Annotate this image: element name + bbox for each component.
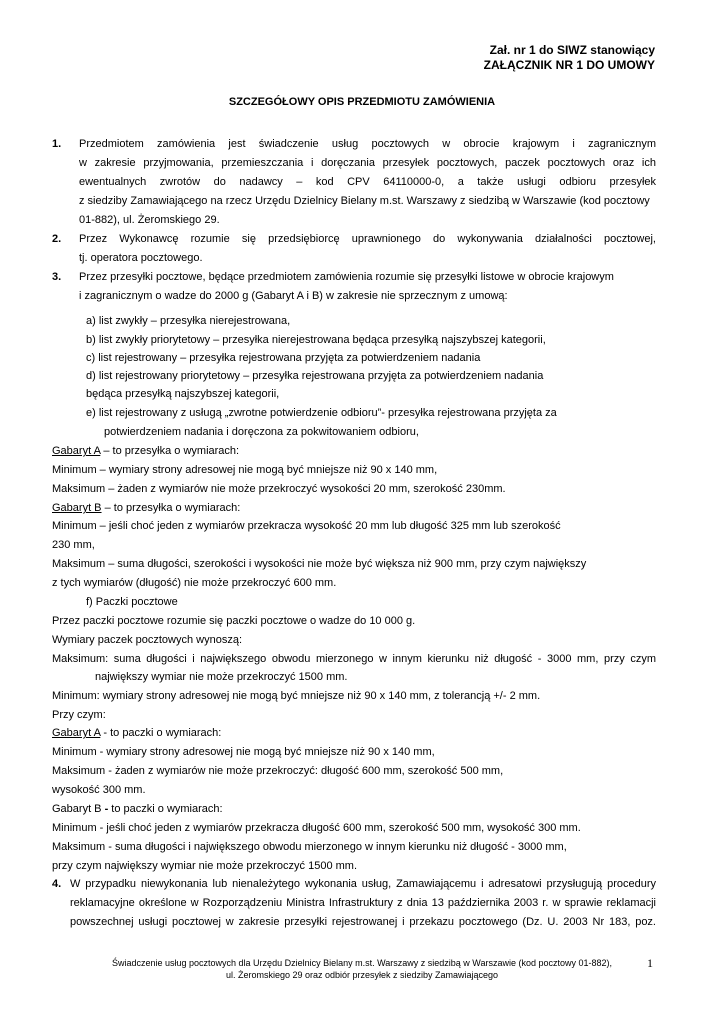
paczka-gabaryt-a-line: Minimum - wymiary strony adresowej nie mogą być mniejsze niż 90 x 140 mm, [52, 746, 435, 758]
list-item-f: f) Paczki pocztowe [86, 596, 178, 608]
document-title: SZCZEGÓŁOWY OPIS PRZEDMIOTU ZAMÓWIENIA [228, 96, 496, 108]
paczka-gabaryt-a-line: Maksimum - żaden z wymiarów nie może przekroczyć: długość 600 mm, szerokość 500 mm, [52, 765, 504, 777]
gabaryt-a-line: Maksimum – żaden z wymiarów nie może przekroczyć wysokości 20 mm, szerokość 230mm. [52, 483, 506, 495]
list-item-c: c) list rejestrowany – przesyłka rejestrowana przyjęta za potwierdzeniem nadania [86, 352, 481, 364]
section-1-number: 1. [52, 138, 62, 150]
section-1-line: 01-882), ul. Żeromskiego 29. [79, 214, 220, 226]
section-1-line: w zakresie przyjmowania, przemieszczania i doręczania przesyłek pocztowych, paczek pocztowych oraz ich [79, 157, 656, 169]
paczka-gabaryt-b-heading: Gabaryt B - to paczki o wymiarach: [52, 803, 223, 815]
section-3-line: Przez przesyłki pocztowe, będące przedmiotem zamówienia rozumie się przesyłki listowe w obrocie krajowym [79, 271, 614, 283]
gabaryt-b-line: Maksimum – suma długości, szerokości i wysokości nie może być większa niż 900 mm, przy czym największy [52, 558, 587, 570]
page-number: 1 [647, 956, 653, 970]
list-item-d-cont: będąca przesyłką najszybszej kategorii, [86, 388, 280, 400]
section-4-line: W przypadku niewykonania lub nienależytego wykonania usług, Zamawiającemu i adresatowi przysługują procedury [70, 878, 656, 890]
footer-line1: Świadczenie usług pocztowych dla Urzędu Dzielnicy Bielany m.st. Warszawy z siedzibą w Warszawie (kod pocztowy 01-882), [111, 958, 613, 968]
list-item-e-cont: potwierdzeniem nadania i doręczona za pokwitowaniem odbioru, [104, 426, 419, 438]
gabaryt-b-line: z tych wymiarów (długość) nie może przekroczyć 600 mm. [52, 577, 337, 589]
section-2-line: tj. operatora pocztowego. [79, 252, 203, 264]
list-item-d: d) list rejestrowany priorytetowy – przesyłka rejestrowana przyjęta za potwierdzeniem nadania [86, 370, 544, 382]
section-3-number: 3. [52, 271, 62, 283]
attachment-header-line1: Zał. nr 1 do SIWZ stanowiący [489, 43, 655, 57]
section-2-line: Przez Wykonawcę rozumie się przedsiębiorcę uprawnionego do wykonywania działalności pocztowej, [79, 233, 656, 245]
section-1-line: z siedziby Zamawiającego na rzecz Urzędu Dzielnicy Bielany m.st. Warszawy z siedzibą w Warszawie (kod pocztowy [79, 195, 650, 207]
list-item-a: a) list zwykły – przesyłka nierejestrowana, [86, 315, 291, 327]
attachment-header-line2: ZAŁĄCZNIK NR 1 DO UMOWY [483, 58, 655, 72]
paczki-line: Wymiary paczek pocztowych wynoszą: [52, 634, 243, 646]
gabaryt-b-heading: Gabaryt B – to przesyłka o wymiarach: [52, 502, 241, 514]
gabaryt-a-line: Minimum – wymiary strony adresowej nie mogą być mniejsze niż 90 x 140 mm, [52, 464, 438, 476]
section-1-line: ewentualnych zwrotów do nadawcy – kod CPV 64110000-0, a także usługi odbioru przesyłek [79, 176, 656, 188]
paczki-line: Minimum: wymiary strony adresowej nie mogą być mniejsze niż 90 x 140 mm, z tolerancją +/- 2 mm. [52, 690, 541, 702]
section-3-line: i zagranicznym o wadze do 2000 g (Gabaryt A i B) w zakresie nie sprzecznym z umową: [79, 290, 508, 302]
gabaryt-b-line: Minimum – jeśli choć jeden z wymiarów przekracza wysokość 20 mm lub długość 325 mm lub szerokość [52, 520, 561, 532]
paczka-gabaryt-b-line: przy czym największy wymiar nie może przekroczyć 1500 mm. [52, 860, 358, 872]
footer-line2: ul. Żeromskiego 29 oraz odbiór przesyłek z siedziby Zamawiającego [225, 970, 499, 980]
gabaryt-b-line: 230 mm, [52, 539, 95, 551]
gabaryt-a-heading: Gabaryt A – to przesyłka o wymiarach: [52, 445, 240, 457]
paczka-gabaryt-a-line: wysokość 300 mm. [52, 784, 146, 796]
paczki-line: Przy czym: [52, 709, 106, 721]
section-1-line: Przedmiotem zamówienia jest świadczenie usług pocztowych w obrocie krajowym i zagranicznym [79, 138, 656, 150]
section-4-line: powszechnej usługi pocztowej w zakresie przesyłki rejestrowanej i przekazu pocztowego (Dz. U. 2003 Nr 183, poz. [70, 916, 656, 928]
section-2-number: 2. [52, 233, 62, 245]
paczka-gabaryt-b-line: Minimum - jeśli choć jeden z wymiarów przekracza długość 600 mm, szerokość 500 mm, wysokość 300 mm. [52, 822, 581, 834]
paczki-line: największy wymiar nie może przekroczyć 1500 mm. [95, 671, 348, 683]
section-4-line: reklamacyjne określone w Rozporządzeniu Ministra Infrastruktury z dnia 13 października 2003 r. w sprawie reklamacji [70, 897, 656, 909]
paczka-gabaryt-a-heading: Gabaryt A - to paczki o wymiarach: [52, 727, 222, 739]
paczki-line: Przez paczki pocztowe rozumie się paczki pocztowe o wadze do 10 000 g. [52, 615, 416, 627]
list-item-b: b) list zwykły priorytetowy – przesyłka nierejestrowana będąca przesyłką najszybszej kategorii, [86, 334, 546, 346]
paczki-line: Maksimum: suma długości i największego obwodu mierzonego w innym kierunku niż długość - 3000 mm, przy czym [52, 653, 656, 665]
section-4-number: 4. [52, 878, 62, 890]
list-item-e: e) list rejestrowany z usługą „zwrotne potwierdzenie odbioru”- przesyłka rejestrowana przyjęta za [86, 407, 557, 419]
paczka-gabaryt-b-line: Maksimum - suma długości i największego obwodu mierzonego w innym kierunku niż długość - 3000 mm, [52, 841, 567, 853]
